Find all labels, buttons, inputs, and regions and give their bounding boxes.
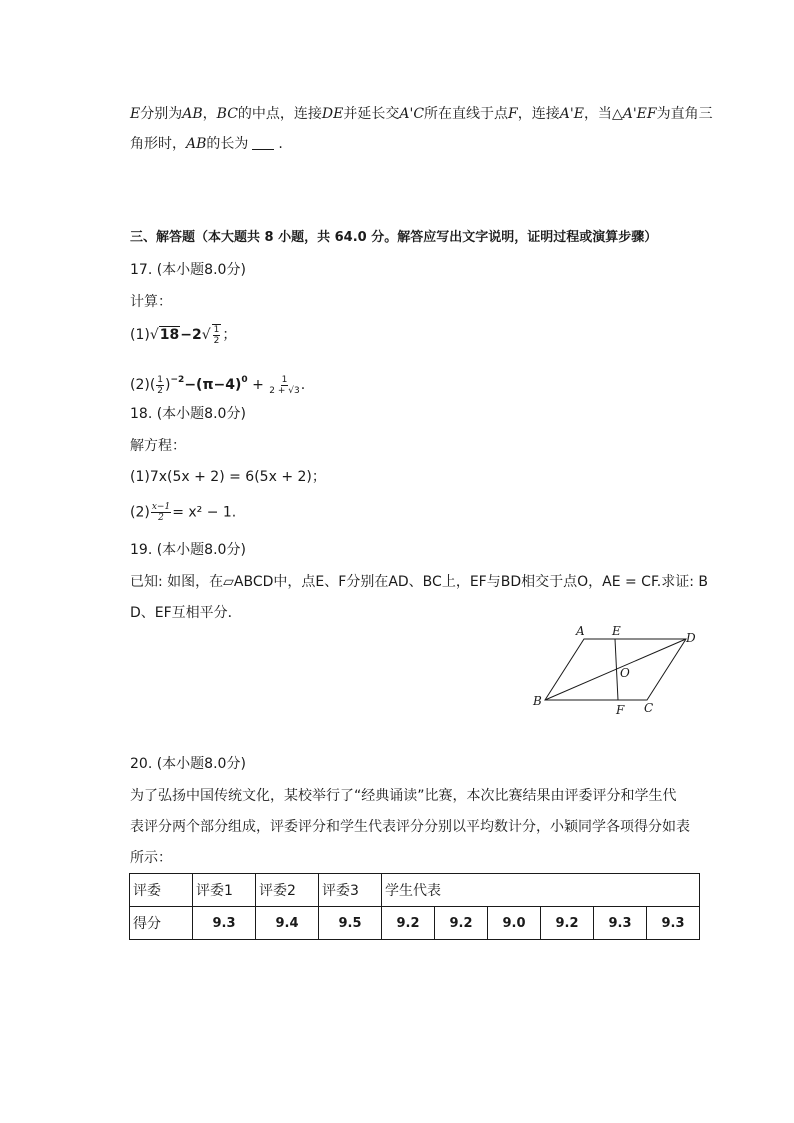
- q17-p2-exponent: −2: [170, 375, 185, 385]
- q17-p1-radicand: 18: [159, 327, 180, 343]
- q18-part-1: (1)7x(5x + 2) = 6(5x + 2)；: [130, 469, 326, 485]
- q17-header: 17. (本小题8.0分): [130, 262, 246, 278]
- q17-p2-mid: −(π−4): [184, 377, 242, 393]
- table-header-cell: 评委: [130, 874, 193, 907]
- q20-line-2: 表评分两个部分组成，评委评分和学生代表评分分别以平均数计分，小颖同学各项得分如表: [130, 819, 690, 835]
- q19-header: 19. (本小题8.0分): [130, 542, 246, 558]
- q17-part-1: [130, 324, 236, 346]
- q16-text: 的中点，连接: [237, 106, 322, 122]
- label-e: E: [612, 624, 621, 638]
- q16-text: 并延长交: [343, 106, 400, 122]
- q16-text: 分别为: [140, 106, 183, 122]
- q18-p2-fraction: $\frac{x-1}{2}$: [151, 502, 171, 523]
- q20-line-1: 为了弘扬中国传统文化，某校举行了“经典诵读”比赛，本次比赛结果由评委评分和学生代: [130, 788, 677, 804]
- q16-text: F: [508, 106, 518, 122]
- q16-text: ，当: [583, 106, 612, 122]
- table-cell: 9.3: [193, 907, 256, 940]
- table-cell: 9.5: [319, 907, 382, 940]
- sqrt-symbol: √: [149, 327, 159, 343]
- score-table: [129, 873, 700, 940]
- table-header-cell: 评委3: [319, 874, 382, 907]
- q16-text: E: [130, 106, 141, 122]
- table-cell: 9.2: [382, 907, 435, 940]
- q17-p1-fraction: $\frac{1}{2}$: [213, 325, 220, 346]
- label-f: F: [616, 703, 625, 717]
- q16-text: A'E: [559, 106, 584, 122]
- label-o: O: [620, 666, 630, 680]
- answer-blank: [252, 149, 274, 150]
- q16-text: DE: [321, 106, 344, 122]
- q17-p2-fraction: $\frac{1}{2}$: [157, 374, 164, 396]
- table-cell: 9.2: [541, 907, 594, 940]
- q16-text: AB: [182, 106, 203, 122]
- table-row: [130, 907, 700, 940]
- q20-line-3: 所示：: [130, 850, 172, 866]
- q17-intro: 计算：: [130, 294, 172, 310]
- q16-text: 的长为: [206, 136, 249, 152]
- q17-p2-fraction-2: $\frac{1}{2 + √3}$: [269, 374, 300, 396]
- q16-line-1: [130, 104, 713, 124]
- table-row: [130, 874, 700, 907]
- sqrt-symbol: √: [201, 327, 211, 343]
- q17-part-2: (2)( $\frac{1}{2}$ )$^{-2}-(\pi-4)^0$ + $\frac{1}{2 + √3}$ .: [130, 374, 306, 396]
- q17-p1-label: (1): [130, 327, 150, 343]
- table-cell: 9.3: [647, 907, 700, 940]
- label-d: D: [686, 631, 696, 645]
- q16-text: ，: [202, 106, 217, 122]
- q18-p2-rest: = x² − 1.: [172, 504, 237, 521]
- q16-text: ，连接: [517, 106, 560, 122]
- q16-text: 角形时，: [130, 136, 186, 152]
- q16-text: BC: [216, 106, 238, 122]
- q17-p2-exponent-zero: 0: [241, 375, 248, 385]
- q19-line-2: D、EF互相平分．: [130, 605, 242, 621]
- q16-text: 为直角三: [656, 106, 713, 122]
- label-c: C: [644, 701, 654, 715]
- q16-line-2: [130, 134, 283, 154]
- table-cell: 9.2: [435, 907, 488, 940]
- q17-p1-end: ；: [222, 327, 237, 343]
- q16-text: .: [278, 136, 283, 152]
- parallelogram-figure: [528, 622, 708, 722]
- q19-line-1: 已知: 如图，在▱ABCD中，点E、F分别在AD、BC上，EF与BD相交于点O，AE = CF.求证: B: [130, 574, 708, 590]
- label-b: B: [533, 694, 542, 708]
- q16-text: A'C: [399, 106, 425, 122]
- q16-text: 所在直线于点: [424, 106, 509, 122]
- q16-text: AB: [186, 136, 207, 152]
- table-cell: 9.3: [594, 907, 647, 940]
- table-cell: 得分: [130, 907, 193, 940]
- q17-p2-label: (2)(: [130, 377, 156, 393]
- table-header-cell: 学生代表: [382, 874, 700, 907]
- section-heading: 三、解答题（本大题共 8 小题，共 64.0 分。解答应写出文字说明，证明过程或演算步骤）: [130, 230, 658, 245]
- table-header-cell: 评委2: [256, 874, 319, 907]
- q16-text: △A'EF: [611, 106, 657, 122]
- q20-header: 20. (本小题8.0分): [130, 756, 246, 772]
- table-header-cell: 评委1: [193, 874, 256, 907]
- label-a: A: [576, 624, 585, 638]
- q17-p1-minus: −2: [180, 327, 202, 343]
- q18-part-2: (2) $\frac{x-1}{2}$ = x² − 1.: [130, 502, 237, 523]
- table-cell: 9.4: [256, 907, 319, 940]
- q18-header: 18. (本小题8.0分): [130, 406, 246, 422]
- table-cell: 9.0: [488, 907, 541, 940]
- q18-intro: 解方程：: [130, 438, 186, 454]
